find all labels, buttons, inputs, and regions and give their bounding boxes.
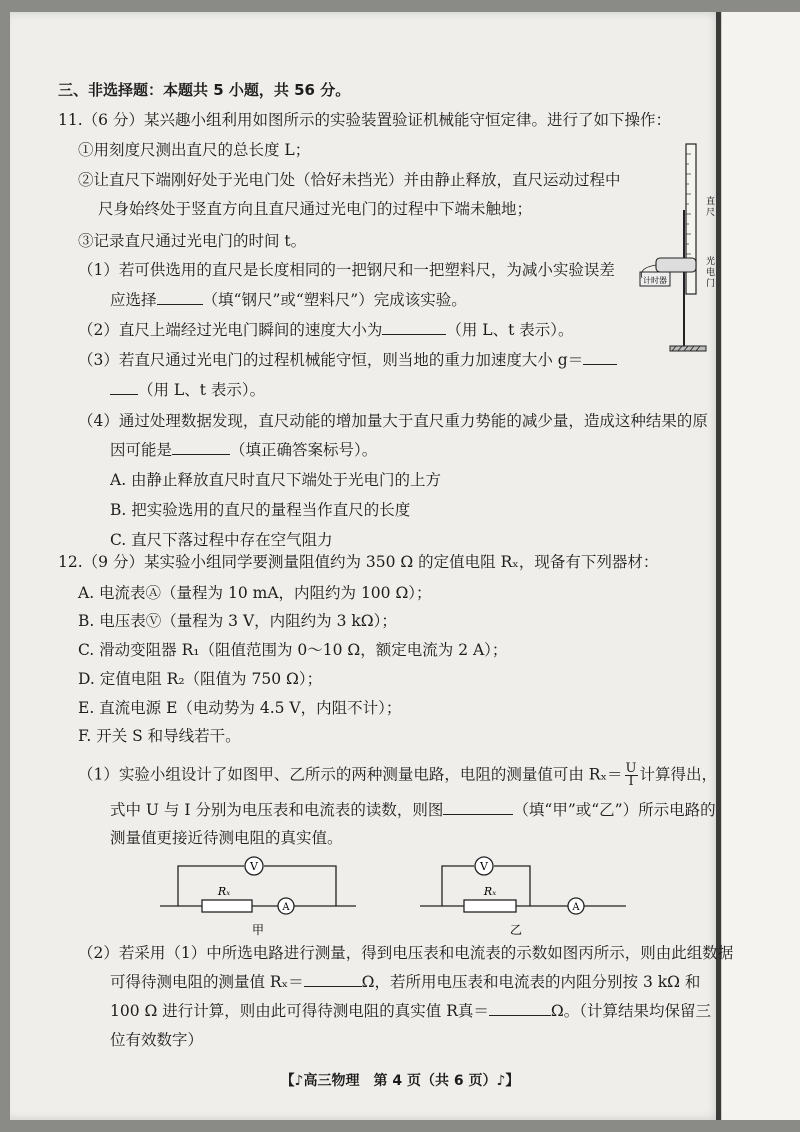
q12-part1a-pre: （1）实验小组设计了如图甲、乙所示的两种测量电路，电阻的测量值可由 Rₓ＝ (78, 765, 623, 784)
q11-part1b (110, 290, 467, 310)
timer-label: 计时器 (643, 276, 667, 285)
q12-part1a-post: 计算得出， (639, 765, 718, 784)
fraction-denominator: I (628, 774, 634, 789)
answer-blank[interactable] (382, 320, 446, 335)
ammeter-symbol: A (572, 902, 580, 913)
q11-part4b-post: （填正确答案标号）。 (230, 441, 378, 459)
q12-item-c: C. 滑动变阻器 R₁（阻值范围为 0～10 Ω，额定电流为 2 A）； (78, 641, 508, 659)
circuit-a-label: 甲 (251, 923, 265, 937)
q11-option-a: A. 由静止释放直尺时直尺下端处于光电门的上方 (110, 471, 442, 489)
voltmeter-symbol: V (480, 860, 488, 873)
q12-part2d: 位有效数字） (110, 1031, 204, 1049)
circuit-a (160, 852, 360, 940)
answer-blank[interactable] (489, 1001, 551, 1016)
q12-item-f: F. 开关 S 和导线若干。 (78, 727, 241, 745)
page-footer: 【♪高三物理 第 4 页（共 6 页）♪】 (280, 1073, 520, 1089)
answer-blank[interactable] (304, 972, 362, 987)
q11-part4b (110, 440, 377, 460)
q11-step2a: ②让直尺下端刚好处于光电门处（恰好未挡光）并由静止释放，直尺运动过程中 (78, 171, 621, 189)
q12-part1b-post: （填“甲”或“乙”）所示电路的 (513, 801, 716, 819)
q12-part1b-pre: 式中 U 与 I 分别为电压表和电流表的读数，则图 (110, 801, 444, 819)
q12-item-a: A. 电流表Ⓐ（量程为 10 mA，内阻约为 100 Ω）； (78, 584, 432, 602)
answer-blank[interactable] (110, 380, 138, 395)
q11-part3b-text: （用 L、t 表示）。 (138, 381, 266, 399)
resistor-label: Rₓ (483, 885, 497, 898)
resistor-label: Rₓ (217, 885, 231, 898)
q12-item-e: E. 直流电源 E（电动势为 4.5 V，内阻不计）； (78, 699, 402, 717)
q11-part3a-text: （3）若直尺通过光电门的过程机械能守恒，则当地的重力加速度大小 g＝ (78, 351, 584, 369)
q11-part2 (78, 320, 574, 340)
q11-part4b-pre: 因可能是 (110, 441, 173, 459)
q12-part2c (110, 1001, 711, 1021)
q12-part2b (110, 972, 700, 992)
fraction-numerator: U (625, 761, 637, 776)
q11-part1b-post: （填“钢尺”或“塑料尺”）完成该实验。 (202, 291, 467, 309)
circuit-b-label: 乙 (509, 923, 523, 937)
q11-step3: ③记录直尺通过光电门的时间 t。 (78, 232, 307, 250)
voltmeter-symbol: V (250, 860, 258, 873)
formula-fraction (625, 763, 638, 788)
resistor-rx (464, 900, 516, 912)
q12-item-d: D. 定值电阻 R₂（阻值为 750 Ω）； (78, 670, 323, 688)
q11-part1a: （1）若可供选用的直尺是长度相同的一把钢尺和一把塑料尺，为减小实验误差 (78, 261, 615, 279)
q11-part4a: （4）通过处理数据发现，直尺动能的增加量大于直尺重力势能的减少量，造成这种结果的原 (78, 412, 708, 430)
q11-step2b: 尺身始终处于竖直方向且直尺通过光电门的过程中下端未触地； (98, 200, 533, 218)
q12-part1c: 测量值更接近待测电阻的真实值。 (110, 829, 343, 847)
q12-item-b: B. 电压表Ⓥ（量程为 3 V，内阻约为 3 kΩ）； (78, 612, 397, 630)
q11-option-c: C. 直尺下落过程中存在空气阻力 (110, 531, 333, 549)
photogate (656, 258, 696, 272)
q11-intro: 11.（6 分）某兴趣小组利用如图所示的实验装置验证机械能守恒定律。进行了如下操作： (58, 111, 671, 129)
circuit-b (420, 852, 630, 940)
q12-intro: 12.（9 分）某实验小组同学要测量阻值约为 350 Ω 的定值电阻 Rₓ，现备有下列器材： (58, 553, 659, 571)
photogate-label: 光电门 (706, 257, 716, 289)
q12-part1b (110, 800, 716, 820)
ruler-label: 直尺 (706, 197, 716, 218)
q11-step1: ①用刻度尺测出直尺的总长度 L； (78, 141, 311, 159)
q11-part2-pre: （2）直尺上端经过光电门瞬间的速度大小为 (78, 321, 383, 339)
apparatus-figure (630, 140, 720, 360)
q11-part2-post: （用 L、t 表示）。 (446, 321, 574, 339)
q12-part2c-pre: 100 Ω 进行计算，则由此可得待测电阻的真实值 R真＝ (110, 1002, 489, 1020)
section-header: 三、非选择题：本题共 5 小题，共 56 分。 (58, 81, 351, 99)
q12-part2b-pre: 可得待测电阻的测量值 Rₓ＝ (110, 973, 304, 991)
q12-part2a: （2）若采用（1）中所选电路进行测量，得到电压表和电流表的示数如图丙所示，则由此组数据 (78, 944, 734, 962)
answer-blank[interactable] (172, 440, 230, 455)
q11-part1b-pre: 应选择 (110, 291, 157, 309)
q11-option-b: B. 把实验选用的直尺的量程当作直尺的长度 (110, 501, 411, 519)
q12-part2c-post: Ω。（计算结果均保留三 (550, 1002, 711, 1020)
ammeter-symbol: A (282, 902, 290, 913)
answer-blank[interactable] (583, 350, 617, 365)
answer-blank[interactable] (157, 290, 203, 305)
q11-part3b (110, 380, 265, 400)
answer-blank[interactable] (443, 800, 513, 815)
q12-part2b-post: Ω，若所用电压表和电流表的内阻分别按 3 kΩ 和 (361, 973, 701, 991)
q12-part1a (78, 763, 717, 788)
resistor-rx (202, 900, 252, 912)
q11-part3a (78, 350, 617, 370)
